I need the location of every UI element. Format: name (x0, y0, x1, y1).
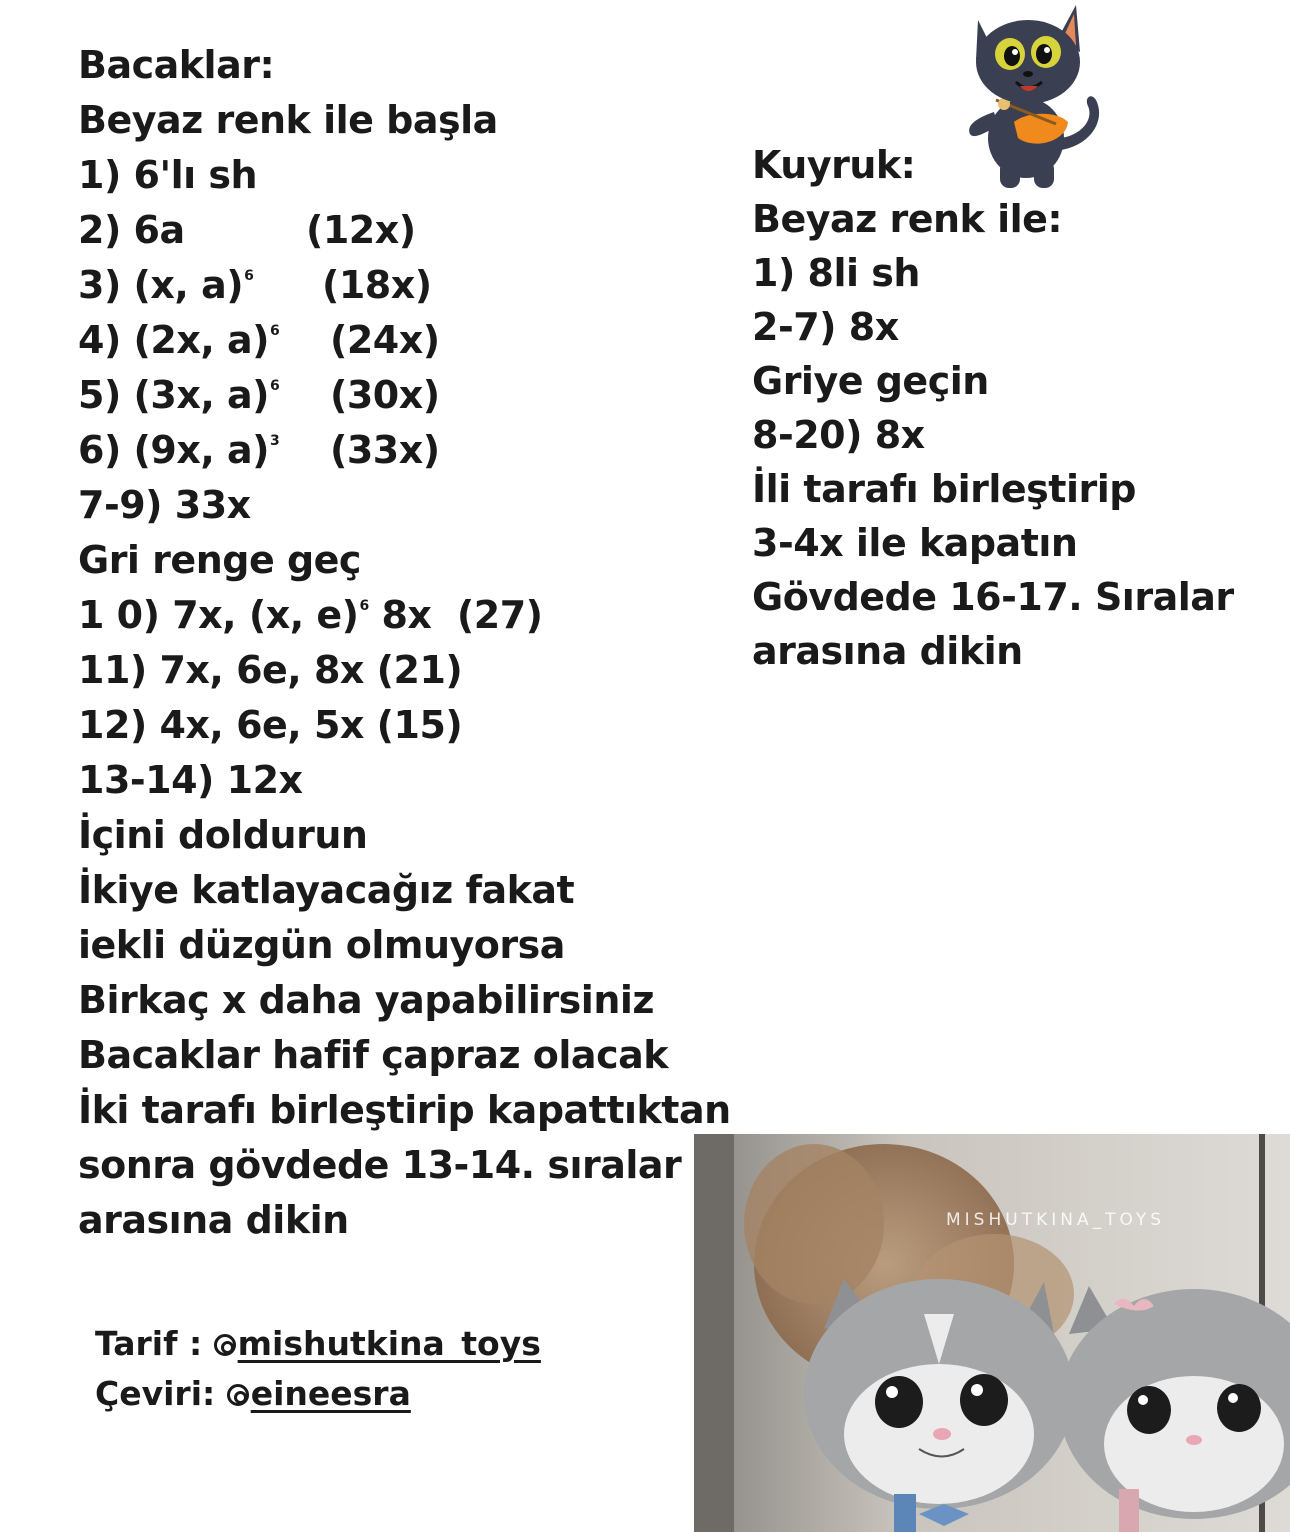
tail-line: İli tarafı birleştirip (752, 467, 1136, 511)
legs-row-7-9: 7-9) 33x (78, 483, 251, 527)
amigurumi-cats-image (694, 1134, 1290, 1532)
legs-instruction: İki tarafı birleştirip kapattıktan (78, 1088, 731, 1132)
legs-intro: Beyaz renk ile başla (78, 98, 498, 142)
tail-line: 1) 8li sh (752, 251, 920, 295)
legs-instruction: arasına dikin (78, 1198, 349, 1242)
legs-color-change: Gri renge geç (78, 538, 361, 582)
legs-instruction: Bacaklar hafif çapraz olacak (78, 1033, 669, 1077)
legs-instruction: İkiye katlayacağız fakat (78, 868, 575, 912)
threads-icon (214, 1334, 236, 1356)
tail-line: Beyaz renk ile: (752, 197, 1063, 241)
tail-line: 3-4x ile kapatın (752, 521, 1078, 565)
legs-instruction: İçini doldurun (78, 813, 368, 857)
legs-row-13-14: 13-14) 12x (78, 758, 303, 802)
legs-row-1: 1) 6'lı sh (78, 153, 258, 197)
tail-line: 2-7) 8x (752, 305, 899, 349)
tail-line: Griye geçin (752, 359, 989, 403)
translation-handle-link[interactable]: eineesra (227, 1374, 411, 1413)
legs-row-12: 12) 4x, 6e, 5x (15) (78, 703, 463, 747)
amigurumi-photo (694, 1134, 1290, 1532)
tail-line: arasına dikin (752, 629, 1023, 673)
legs-row-11: 11) 7x, 6e, 8x (21) (78, 648, 463, 692)
legs-title: Bacaklar: (78, 43, 275, 87)
legs-instruction: Birkaç x daha yapabilirsiniz (78, 978, 655, 1022)
legs-instruction: sonra gövdede 13-14. sıralar (78, 1143, 682, 1187)
recipe-handle-link[interactable]: mishutkina_toys (214, 1324, 541, 1363)
photo-watermark: MISHUTKINA_TOYS (946, 1210, 1166, 1230)
recipe-credit: Tarif : mishutkina_toys (95, 1324, 541, 1363)
translation-credit: Çeviri: eineesra (95, 1374, 411, 1413)
tail-title: Kuyruk: (752, 143, 916, 187)
legs-row-10: 1 0) 7x, (x, e)$^6$ 8x (27) (78, 593, 543, 637)
legs-instruction: iekli düzgün olmuyorsa (78, 923, 565, 967)
tail-line: 8-20) 8x (752, 413, 925, 457)
threads-icon (227, 1384, 249, 1406)
tail-line: Gövdede 16-17. Sıralar (752, 575, 1234, 619)
cat-sticker-icon (956, 0, 1106, 195)
